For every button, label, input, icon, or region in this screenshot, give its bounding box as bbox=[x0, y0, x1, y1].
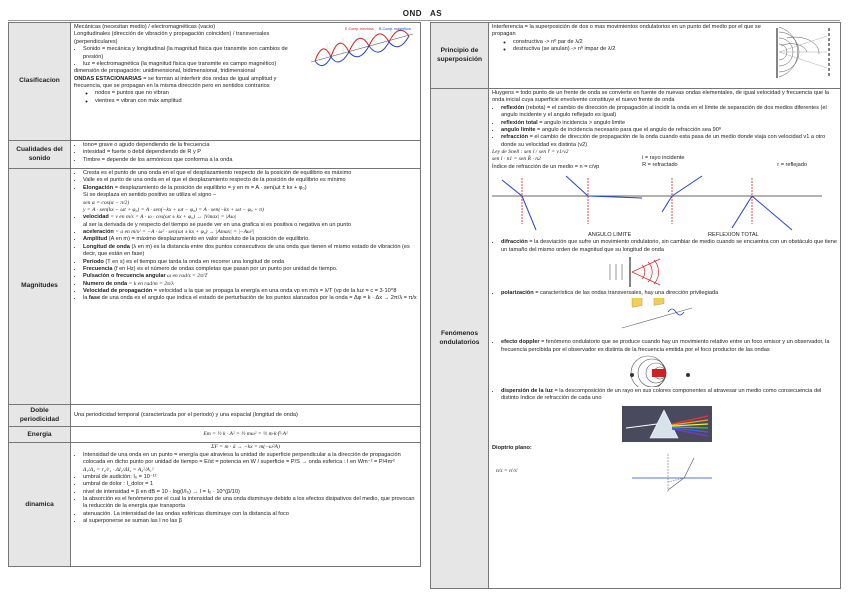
header-superposicion: Principio de superposición bbox=[431, 23, 489, 89]
mag-periodo: • Periodo (T en s) es el tiempo que tarda la onda en recorrer una longitud de onda bbox=[83, 259, 417, 266]
legend-rr: r = reflejado bbox=[777, 162, 807, 168]
header-clasificacion: Clasificacion bbox=[9, 23, 71, 141]
cell-magnitudes bbox=[71, 169, 421, 405]
fen-item: • refracción = el cambio de dirección de propagación de la onda cuando esta pasa de un medio donde viaja con velocidad v1 a otro donde su velocidad es distinta (v2) bbox=[501, 134, 837, 149]
mag-frecuencia: • Frecuencia (f en Hz) es el número de ondas completas que pasan por un punto por unidad de tiempo. bbox=[83, 266, 417, 273]
fen-item: • angulo limite = angulo de incidencia necesario para que el angulo de refracción sea 90º bbox=[501, 127, 837, 134]
din-item: • al superponerse se suman las I no las β bbox=[83, 518, 417, 525]
eq-fuerza: ΣF = m · ā → −kx = m(−ω²A) bbox=[211, 444, 280, 451]
mag-fase: • la fase de una onda es el angulo que indica el estado de perturbación de los puntos alanzados por la onda = Δφ = k · Δx → 2π/λ = π/x bbox=[83, 295, 417, 302]
mag-amplitud: • Amplitud (A en m) = máximo desplazamiento en valor absoluto de la posición de equilibrio. bbox=[83, 236, 417, 243]
interference-figure bbox=[767, 24, 837, 82]
header-magnitudes: Magnitudes bbox=[9, 169, 71, 405]
din-item: • nivel de intensidad = β en dB = 10 · log(I/I₀) → I = I₀ · 10^(β/10) bbox=[83, 489, 417, 496]
interferencia-text: Interferencia = la superposición de dos o mas movimientos ondulatorios en un punto del medio por el que se propagan bbox=[492, 24, 761, 38]
est-item: ◦ nodos = puntos que no vibran bbox=[95, 90, 417, 97]
mag-elongacion: • Elongación = desplazamiento de la posición de equilibrio = y en m = A · sen(ωt ± kx + φ₀) Si se desplaza en sentido positivo se utiliza el signo – sen α = cos(α − π/2) y = A · sen(kx − ωt + φ₀) = A · sen(−kx + ωt − φ₀) = A · sen(−kx + ωt − φ₀ + π) bbox=[83, 185, 417, 215]
cell-energia: Em = ½ k · A² = ½ mω² = ½ m·k·f²·A² bbox=[71, 427, 421, 443]
mag-longitud: • Longitud de onda (λ en m) es la distancia entre dos puntos consecutivos de una onda que tienen el mismo estado de vibración (es decir, que están en fase) bbox=[83, 244, 417, 259]
fig-label-e: E-Comp. eléctrica bbox=[345, 27, 374, 31]
snell-eq: sen î · n1 = sen R̂ · n2 bbox=[492, 156, 541, 163]
header-cualidades: Cualidades del sonido bbox=[9, 141, 71, 169]
row-dinamica bbox=[9, 443, 421, 567]
snell-block bbox=[492, 149, 837, 171]
din-item: • atenuación. La intensidad de las ondas esféricas disminuye con la distancia al foco bbox=[83, 511, 417, 518]
eq-sen-cos: sen α = cos(α − π/2) bbox=[83, 199, 130, 206]
fig-label-b: B-Comp. magnética bbox=[379, 27, 411, 31]
mag-aceleracion: • aceleración = a en m/s² = −A · ω² · sen(ωt ± kx + φ₀) → |Amax| = |−Aω²| bbox=[83, 229, 417, 236]
diffraction-figure bbox=[492, 255, 832, 289]
right-table bbox=[430, 22, 841, 589]
snell-law: Ley de Snell : sen î / sen r̂ = v1/v2 bbox=[492, 149, 569, 155]
doppler: • efecto doppler = fenómeno ondulatorio que se produce cuando hay un movimiento relativo entre un foco emisor y un observador, la frecuencia percibida por el observador es distinta de la frecuencia emitida por el foco productor de las ondas bbox=[501, 339, 837, 354]
clasif-item: • luz = electromagnética (la magnitud fisica que transmite es campo magnético) bbox=[83, 61, 417, 68]
row-clasificacion bbox=[9, 23, 421, 141]
cualidad-item: • tono= grave o agudo dependiendo de la frecuencia bbox=[83, 142, 417, 149]
header-energia: Energia bbox=[9, 427, 71, 443]
header-fenomenos: Fenómenos ondulatorios bbox=[431, 89, 489, 589]
cell-fenomenos bbox=[489, 89, 841, 589]
fen-item: • reflexión total = angulo incidencia > angulo limite bbox=[501, 120, 837, 127]
huygens-text: Huygens = todo punto de un frente de onda se convierte en fuente de nuevas ondas elementales, de igual velocidad y frecuencia que la onda inicial cuya superficie envolvente constituye el nuevo frente de onda bbox=[492, 90, 829, 104]
fig-label-angulo-limite: ANGULO LIMITE bbox=[588, 232, 632, 239]
interf-item: ◦ destructiva (se anulan) -> nº impar de λ/2 bbox=[513, 46, 837, 53]
dispersion: • dispersión de la luz = la descomposición de un rayo en sus colores componentes al atravesar un medio como consecuencia del distinto índice de refracción de cada uno bbox=[501, 388, 837, 403]
interf-item: ◦ constructiva -> nº par de λ/2 bbox=[513, 39, 837, 46]
prism-figure bbox=[492, 404, 832, 444]
row-energia bbox=[9, 427, 421, 443]
legend-r: R = refractado bbox=[642, 162, 678, 169]
refraction-figure bbox=[492, 172, 822, 238]
din-item: • la absorción es el fenómeno por el cual la intensidad de una onda disminuye debido a los efectos disipativos del medio, que provocan la reducción de la energía que transporta bbox=[83, 496, 417, 511]
polarization-figure bbox=[492, 298, 832, 338]
cell-clasificacion bbox=[71, 23, 421, 141]
din-item: • umbral de dolor : I_dolor = 1 bbox=[83, 481, 417, 488]
mag-valle: • Valle es el punto de una onda en el que el desplazamiento respecto de la posición de equilibrio es mínimo bbox=[83, 177, 417, 184]
cell-doble: Una periodicidad temporal (caracterizada por el periodo) y una espacial (longitud de onda) bbox=[71, 405, 421, 427]
header-dinamica: dinamica bbox=[9, 443, 71, 567]
dioptrio-block bbox=[492, 452, 837, 494]
cualidad-item: • intesidad = fuerte o debil dependiendo de R y P bbox=[83, 149, 417, 156]
indice-refraccion: Índice de refracción de un medio = n = c/vp bbox=[492, 163, 600, 170]
din-intensidad: • Intensidad de una onda en un punto = energía que atraviesa la unidad de superficie perpendicular a la dirección de propagación colocada en dicho punto por unidad de tiempo = E/st = potencia en W / superficie = P/S → onda esferica : I en Wm⁻² = P/4πr² Δ₁/Δ₂ = r₂/r₁ · ΔI₁/ΔI₂ = A₂²/A₁² bbox=[83, 452, 417, 474]
row-cualidades bbox=[9, 141, 421, 169]
clasif-item: • Sonido = mecánica y longitudinal (la magnitud fisica que transmite son cambios de presión) bbox=[83, 46, 417, 61]
dioptrio-eq: n/s = n'/s' bbox=[496, 468, 519, 475]
clasif-dims: dimensión de propagación: unidimensional, bidimensional, tridimensional bbox=[74, 68, 255, 75]
cell-dinamica bbox=[71, 443, 421, 567]
din-ratio: Δ₁/Δ₂ = r₂/r₁ · ΔI₁/ΔI₂ = A₂²/A₁² bbox=[83, 466, 154, 473]
left-table bbox=[8, 22, 421, 567]
row-fenomenos bbox=[431, 89, 841, 589]
mag-pulsacion: • Pulsación o frecuencia angular ω en rad/s = 2π/T bbox=[83, 273, 417, 280]
polarizacion: • polarización = característica de las ondas transversales, hay una dirección privilegiada bbox=[501, 290, 837, 297]
est-text: = se forman al interferir dos ondas de igual amplitud y frecuencia, que se propagan en la misma dirección pero en sentidos contrarios bbox=[74, 75, 277, 89]
cell-superposicion bbox=[489, 23, 841, 89]
fig-label-reflexion-total: REFLEXION TOTAL bbox=[708, 232, 759, 239]
em-wave-figure bbox=[307, 24, 417, 79]
row-doble bbox=[9, 405, 421, 427]
legend-i: i = rayo incidente bbox=[642, 155, 685, 161]
difraccion: • difracción = la desviación que sufre un movimiento ondulatorio, sin cambiar de medio cuando se encuentra con un obstáculo que tiene un tamaño del mismo orden de magnitud que su longitud de onda bbox=[501, 239, 837, 254]
mag-numero-onda: • Numero de onda = k en rad/m = 2π/λ bbox=[83, 281, 417, 288]
doppler-figure bbox=[492, 355, 832, 387]
eq-y: y = A · sen(kx − ωt + φ₀) = A · sen(−kx + ωt − φ₀) = A · sen(−kx + ωt − φ₀ + π) bbox=[83, 206, 264, 213]
mag-velocidad: • velocidad = v en m/s = A · ω · cos(ωt ± kx + φ₀) → |Vmax| = |Aω| al ser la derivada de y respecto del tiempo se puede ver en una grafica si es positiva o negativa en un punto bbox=[83, 214, 417, 229]
title-bar bbox=[8, 8, 840, 21]
clasif-intro-2: Longitudinales (dirección de vibración y propagación coinciden) / transversales (perpendiculares) bbox=[74, 31, 270, 45]
est-item: ◦ vientres = vibran con máx amplitud bbox=[95, 98, 417, 105]
fen-item: • reflexión (rebota) = el cambio de dirección de propagación al incidir la onda en el límite de separación de dos medios diferentes (el angulo incidente y el angulo reflejado es igual) bbox=[501, 105, 837, 120]
dioptrio-label: Dioptrio plano: bbox=[492, 444, 532, 451]
page-title-right: AS bbox=[430, 9, 443, 18]
row-magnitudes bbox=[9, 169, 421, 405]
cualidad-item: • Timbre = depende de los armónicos que conforma a la onda bbox=[83, 157, 417, 164]
header-doble: Doble periodicidad bbox=[9, 405, 71, 427]
mag-vel-propagacion: • Velocidad de propagación = velocidad a la que se propaga la energía en una onda vp en m/s = λ/T (vp de la luz = c = 3·10^8 bbox=[83, 288, 417, 295]
row-superposicion bbox=[431, 23, 841, 89]
est-label: ONDAS ESTACIONARIAS bbox=[74, 75, 142, 82]
din-item: • umbral de audición: I₀ = 10⁻¹² bbox=[83, 474, 417, 481]
clasif-intro-1: Mecánicas (necesitan medio) / electromagnéticas (vacio) bbox=[74, 24, 216, 30]
page-title-left: OND bbox=[402, 9, 422, 18]
cell-cualidades bbox=[71, 141, 421, 169]
mag-cresta: • Cresta es el punto de una onda en el que el desplazamiento respecto de la posición de equilibrio es máximo bbox=[83, 170, 417, 177]
dioptrio-figure bbox=[632, 452, 712, 494]
